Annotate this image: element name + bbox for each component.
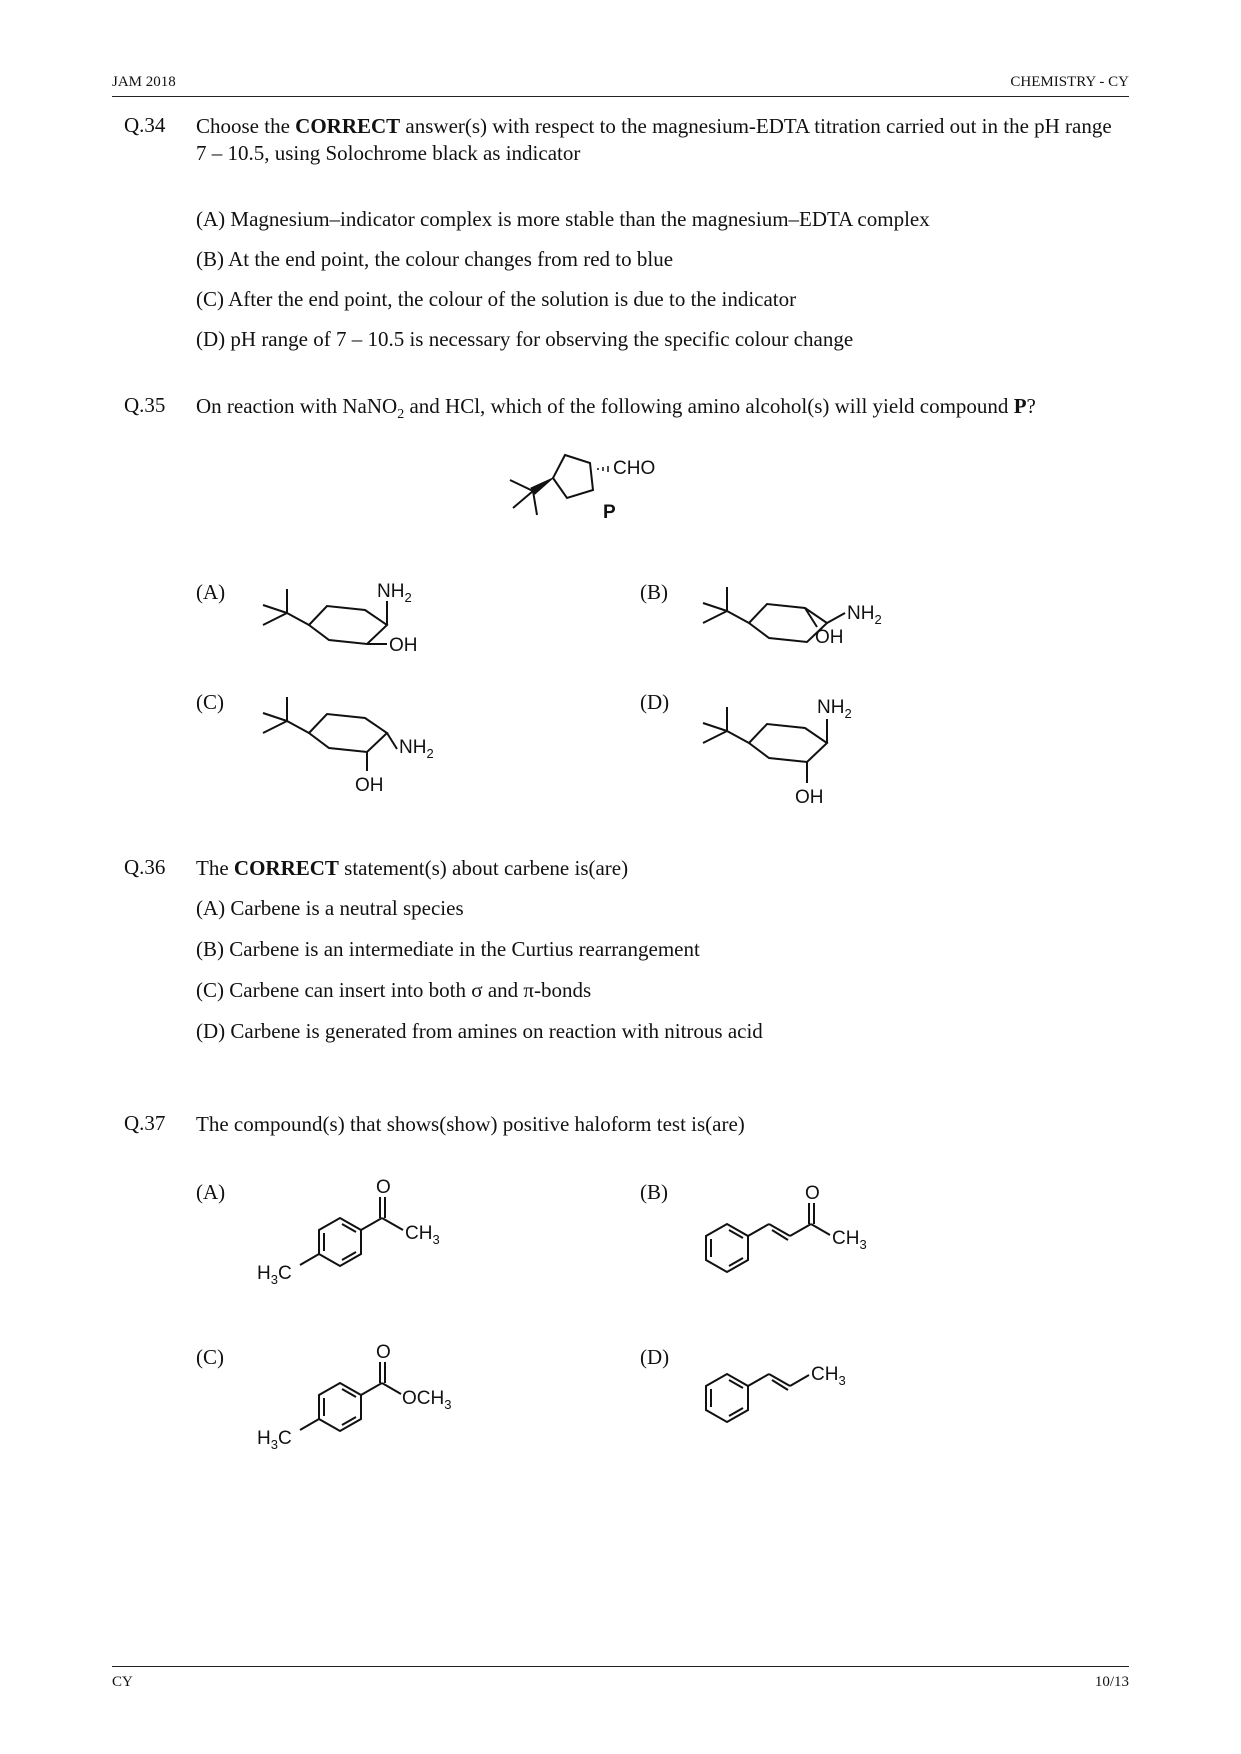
q35-label-d: (D) <box>640 690 670 714</box>
carbonyl-o-label: O <box>376 1342 391 1363</box>
carbonyl-o-label: O <box>805 1183 820 1204</box>
cyclohexane-ring <box>309 606 387 644</box>
q37-label-b: (B) <box>640 1180 668 1204</box>
q35-label-c: (C) <box>196 690 224 714</box>
carbonyl-o-label: O <box>376 1177 391 1198</box>
cho-label: CHO <box>613 458 656 479</box>
compound-p-structure <box>495 440 695 540</box>
q37-question-text: The compound(s) that shows(show) positive haloform test is(are) <box>196 1112 745 1136</box>
q35-label-a: (A) <box>196 580 226 604</box>
q34-option-c: (C) After the end point, the colour of the solution is due to the indicator <box>196 287 797 311</box>
cyclohexane-ring <box>309 714 387 752</box>
q36-option-d: (D) Carbene is generated from amines on reaction with nitrous acid <box>196 1019 763 1043</box>
nh2-label: $NH_2$ <box>399 737 434 761</box>
ch3-label: $CH_3$ <box>405 1223 440 1247</box>
h3c-label: $H_3C$ <box>257 1263 292 1287</box>
q36-option-a: (A) Carbene is a neutral species <box>196 896 464 920</box>
och3-label: $OCH_3$ <box>402 1388 452 1412</box>
q36-text-pre: The <box>196 856 234 880</box>
q35-text-pre: On reaction with NaNO <box>196 394 398 418</box>
benzene-ring <box>319 1383 361 1431</box>
q34-text-post: answer(s) with respect to the magnesium-EDTA titration carried out in the pH range 7 – 10.5, using Solochrome black as indicator <box>196 114 1112 165</box>
footer-code: CY <box>112 1674 133 1690</box>
oh-label: OH <box>795 787 824 808</box>
footer-page-number: 10/13 <box>1094 1674 1129 1690</box>
q36-text-post: statement(s) about carbene is(are) <box>338 856 629 880</box>
q37-structure-a <box>255 1175 495 1305</box>
cyclopentane-ring <box>553 455 593 498</box>
q36-number: Q.36 <box>124 855 166 879</box>
q37-structure-b <box>690 1175 950 1305</box>
q34-option-d: (D) pH range of 7 – 10.5 is necessary for observing the specific colour change <box>196 327 854 351</box>
q35-text-sub: 2 <box>397 407 405 423</box>
header-subject: CHEMISTRY - CY <box>1010 74 1129 90</box>
ch3-label: $CH_3$ <box>832 1228 867 1252</box>
q37-label-c: (C) <box>196 1345 224 1369</box>
ch3-label: $CH_3$ <box>811 1364 846 1388</box>
header-exam-name: JAM 2018 <box>112 74 176 90</box>
benzene-ring <box>319 1218 361 1266</box>
nh2-label: $NH_2$ <box>377 581 412 605</box>
q37-structure-d <box>690 1325 950 1435</box>
tbu-bond <box>510 480 533 491</box>
h3c-label: $H_3C$ <box>257 1428 292 1452</box>
q34-option-b: (B) At the end point, the colour changes from red to blue <box>196 247 674 271</box>
q35-text-bold: P <box>1013 394 1027 418</box>
header-rule <box>112 96 1129 97</box>
q34-text-bold: CORRECT <box>295 114 401 138</box>
q35-label-b: (B) <box>640 580 668 604</box>
q35-structure-b <box>695 575 915 670</box>
q36-question-text <box>196 855 1126 882</box>
q36-option-b: (B) Carbene is an intermediate in the Curtius rearrangement <box>196 937 700 961</box>
oh-label: OH <box>815 627 844 648</box>
oh-label: OH <box>355 775 384 796</box>
q34-number: Q.34 <box>124 113 166 137</box>
hash-bond <box>598 466 608 472</box>
q35-text-post: ? <box>1026 394 1036 418</box>
q35-structure-d <box>695 685 915 810</box>
tbu-bond <box>513 491 533 508</box>
q37-structure-c <box>255 1340 495 1470</box>
q37-label-d: (D) <box>640 1345 670 1369</box>
compound-p-label: P <box>603 502 616 523</box>
q35-structure-a <box>255 575 475 670</box>
benzene-ring <box>706 1374 748 1422</box>
benzene-ring <box>706 1224 748 1272</box>
q37-label-a: (A) <box>196 1180 226 1204</box>
q36-option-c: (C) Carbene can insert into both σ and π-bonds <box>196 978 592 1002</box>
q34-option-a: (A) Magnesium–indicator complex is more stable than the magnesium–EDTA complex <box>196 207 930 231</box>
nh2-label: $NH_2$ <box>847 603 882 627</box>
q35-structure-c <box>255 685 475 795</box>
wedge-bond <box>531 478 553 494</box>
q34-text-pre: Choose the <box>196 114 296 138</box>
q34-question-text <box>196 113 1126 167</box>
cyclohexane-ring <box>749 724 827 762</box>
oh-label: OH <box>389 635 418 656</box>
nh2-label: $NH_2$ <box>817 697 852 721</box>
q37-number: Q.37 <box>124 1111 166 1135</box>
q35-text-mid: and HCl, which of the following amino alcohol(s) will yield compound <box>404 394 1014 418</box>
q35-number: Q.35 <box>124 393 166 417</box>
footer-rule <box>112 1666 1129 1667</box>
q35-question-text <box>196 393 1126 428</box>
q36-text-bold: CORRECT <box>233 856 339 880</box>
